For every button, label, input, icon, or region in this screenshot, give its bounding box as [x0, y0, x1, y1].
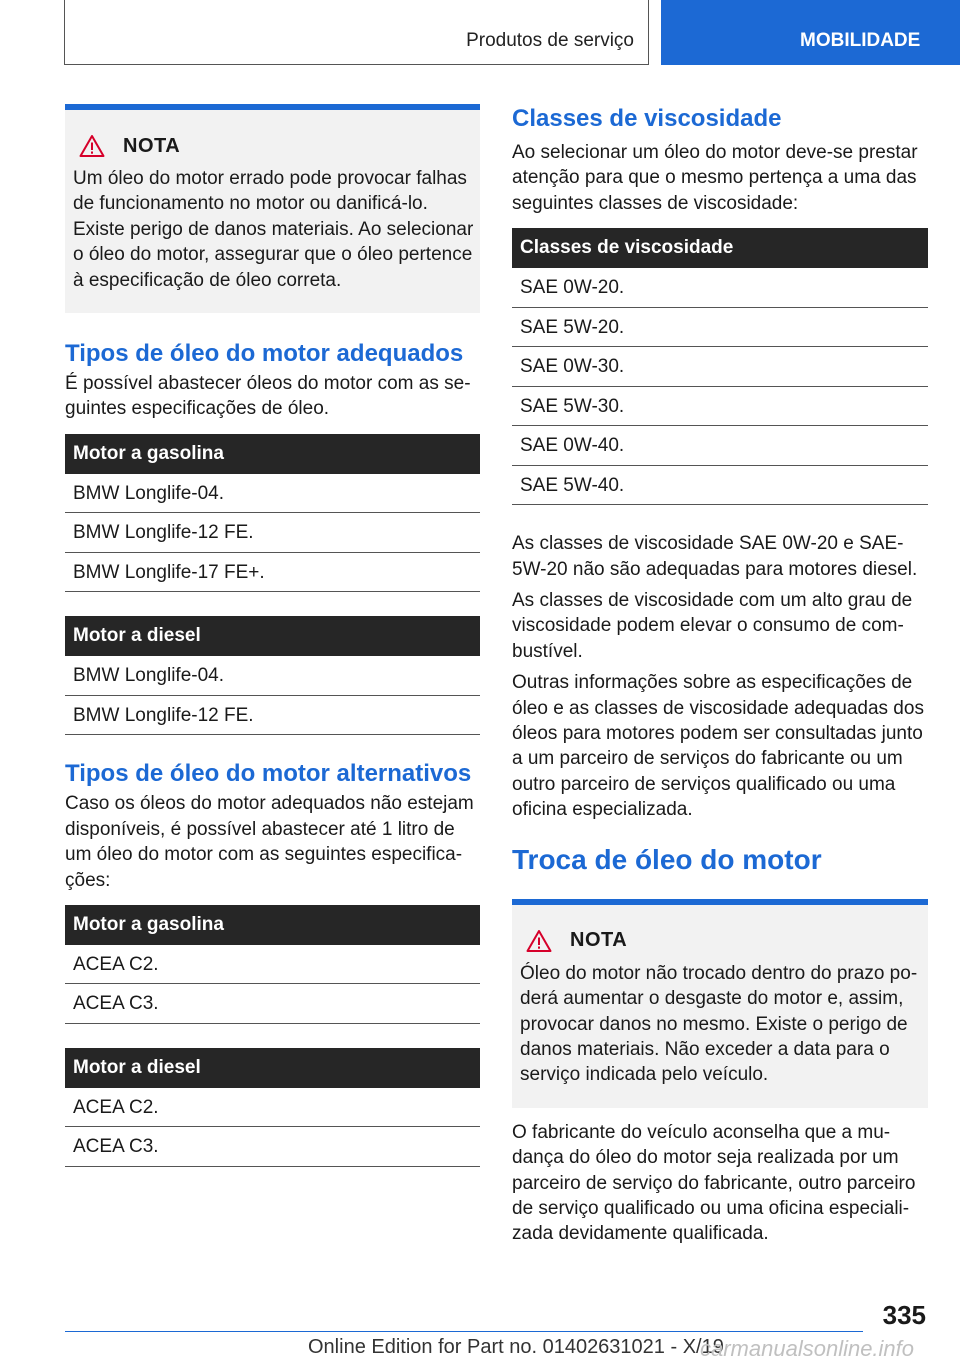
table-row: ACEA C2. [65, 945, 480, 985]
note-box-wrong-oil [65, 104, 480, 313]
table-row: BMW Longlife-17 FE+. [65, 553, 480, 593]
note-text: Um óleo do motor errado pode provocar falhas de funcionamento no motor ou danificá-lo. Existe perigo de danos materiais. Ao selecionar o óleo do motor, assegurar que o óleo pertence à especificação de óleo correta. [73, 168, 474, 291]
table-row: ACEA C3. [65, 984, 480, 1024]
header-section-tab [64, 0, 649, 65]
warning-triangle-icon [526, 929, 552, 953]
table-header: Classes de viscosidade [512, 228, 928, 268]
table-viscosity [512, 228, 928, 505]
table-row: BMW Longlife-04. [65, 474, 480, 514]
footer-watermark: carmanualsonline.info [700, 1336, 915, 1361]
heading-viscosity: Classes de viscosidade [512, 105, 782, 132]
table-row: SAE 0W-40. [512, 426, 928, 466]
note-title: NOTA [526, 929, 922, 953]
table-row: BMW Longlife-12 FE. [65, 696, 480, 736]
right-column [512, 104, 928, 1247]
header-chapter-tab [661, 0, 960, 65]
paragraph-more-info: Outras informações sobre as especificações de óleo e as classes de viscosidade adequadas dos óleos para motores podem ser consultadas junto a um parceiro de serviços do fabricante ou um outro parceiro de serviços qualificado ou uma oficina especializada. [512, 672, 924, 821]
header-section-title: Produtos de serviço [466, 30, 634, 51]
footer-divider [65, 1331, 863, 1332]
table-row: SAE 0W-30. [512, 347, 928, 387]
paragraph-alternative-oil: Caso os óleos do motor adequados não estejam disponíveis, é possível abastecer até 1 litro de um óleo do motor com as seguintes especificações: [65, 793, 474, 891]
paragraph-diesel-unsuitable: As classes de viscosidade SAE 0W-20 e SAE-5W-20 não são adequadas para motores diesel. [512, 533, 918, 580]
left-column [65, 104, 480, 1167]
note-text: Óleo do motor não trocado dentro do prazo poderá aumentar o desgaste do motor e, assim, provocar danos no mesmo. Existe o perigo de danos materiais. Não exceder a data para o serviço indicada pelo veículo. [520, 962, 918, 1086]
heading-oil-change: Troca de óleo do motor [512, 843, 822, 875]
table-diesel-alternative [65, 1048, 480, 1167]
paragraph-manufacturer-advice: O fabricante do veículo aconselha que a mudança do óleo do motor seja realizada por um parceiro de serviço do fabricante, outro parceiro de serviço qualificado ou uma oficina especializada devidamente qualificada. [512, 1121, 916, 1245]
note-box-oil-change [512, 899, 928, 1108]
table-diesel-suitable [65, 616, 480, 735]
heading-suitable-oil: Tipos de óleo do motor adequados [65, 340, 464, 368]
heading-alternative-oil: Tipos de óleo do motor alternativos [65, 760, 472, 788]
table-row: SAE 5W-40. [512, 466, 928, 506]
table-row: ACEA C3. [65, 1127, 480, 1167]
header-chapter-title: MOBILIDADE [800, 30, 921, 51]
paragraph-viscosity: Ao selecionar um óleo do motor deve-se prestar atenção para que o mesmo pertença a uma das seguintes classes de viscosidade: [512, 142, 918, 214]
table-petrol-alternative [65, 905, 480, 1024]
table-row: ACEA C2. [65, 1088, 480, 1128]
note-title: NOTA [79, 134, 474, 158]
table-row: SAE 5W-20. [512, 308, 928, 348]
table-header: Motor a gasolina [65, 905, 480, 945]
paragraph-fuel-consumption: As classes de viscosidade com um alto grau de viscosidade podem elevar o consumo de combustível. [512, 590, 913, 662]
paragraph-suitable-oil: É possível abastecer óleos do motor com as seguintes especificações de óleo. [65, 373, 471, 420]
table-row: BMW Longlife-04. [65, 656, 480, 696]
table-header: Motor a diesel [65, 616, 480, 656]
warning-triangle-icon [79, 134, 105, 158]
table-row: SAE 5W-30. [512, 387, 928, 427]
table-header: Motor a gasolina [65, 434, 480, 474]
table-header: Motor a diesel [65, 1048, 480, 1088]
footer-edition: Online Edition for Part no. 01402631021 - X/19 [308, 1336, 724, 1358]
page-number: 335 [882, 1300, 926, 1330]
table-row: SAE 0W-20. [512, 268, 928, 308]
table-petrol-suitable [65, 434, 480, 593]
table-row: BMW Longlife-12 FE. [65, 513, 480, 553]
